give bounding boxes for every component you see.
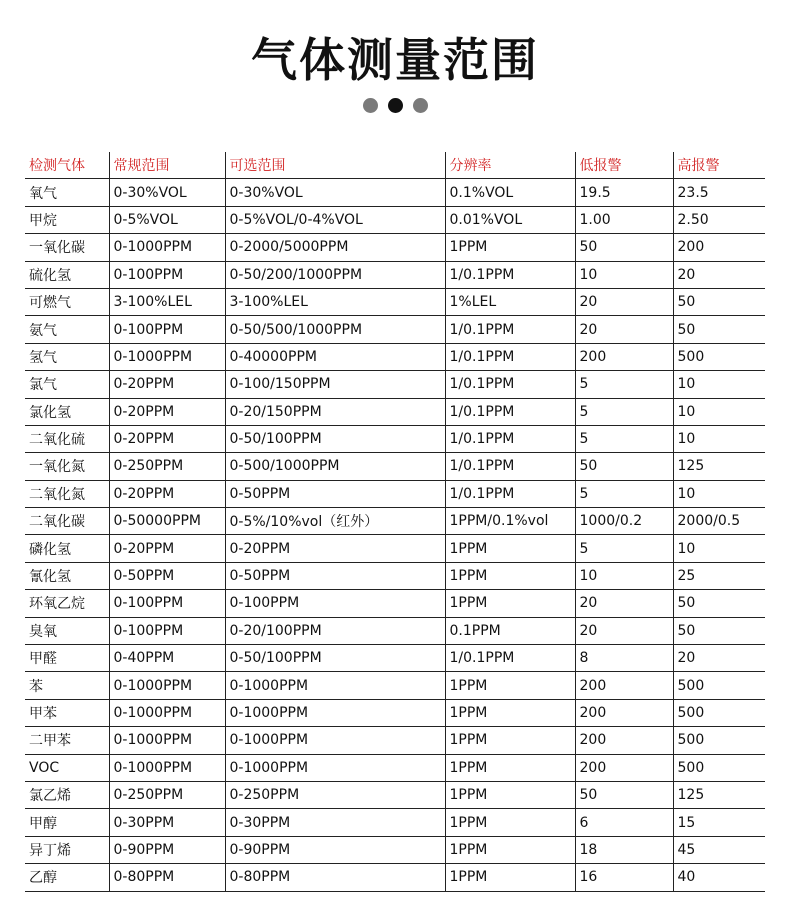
optional-range-cell: 0-2000/5000PPM: [225, 234, 445, 261]
table-row: [25, 727, 765, 754]
optional-range-cell: 0-1000PPM: [225, 699, 445, 726]
gas-name-cell: 臭氧: [25, 617, 109, 644]
standard-range-cell: 3-100%LEL: [109, 288, 225, 315]
resolution-cell: 1/0.1PPM: [445, 371, 575, 398]
optional-range-cell: 0-30%VOL: [225, 179, 445, 206]
low-alarm-cell: 200: [575, 754, 673, 781]
gas-name-cell: 二氧化碳: [25, 508, 109, 535]
standard-range-cell: 0-1000PPM: [109, 343, 225, 370]
high-alarm-cell: 40: [673, 864, 765, 891]
optional-range-cell: 0-20/100PPM: [225, 617, 445, 644]
standard-range-cell: 0-250PPM: [109, 453, 225, 480]
high-alarm-cell: 2.50: [673, 206, 765, 233]
standard-range-cell: 0-20PPM: [109, 425, 225, 452]
resolution-cell: 1PPM: [445, 781, 575, 808]
gas-name-cell: 异丁烯: [25, 836, 109, 863]
standard-range-cell: 0-100PPM: [109, 590, 225, 617]
table-row: [25, 508, 765, 535]
resolution-cell: 1PPM: [445, 590, 575, 617]
optional-range-cell: 0-20PPM: [225, 535, 445, 562]
optional-range-cell: 3-100%LEL: [225, 288, 445, 315]
high-alarm-cell: 200: [673, 234, 765, 261]
standard-range-cell: 0-30%VOL: [109, 179, 225, 206]
header-resolution: 分辨率: [445, 152, 575, 179]
optional-range-cell: 0-50PPM: [225, 480, 445, 507]
low-alarm-cell: 50: [575, 234, 673, 261]
header-standard-range: 常规范围: [109, 152, 225, 179]
header-optional-range: 可选范围: [225, 152, 445, 179]
high-alarm-cell: 23.5: [673, 179, 765, 206]
optional-range-cell: 0-250PPM: [225, 781, 445, 808]
header-low-alarm: 低报警: [575, 152, 673, 179]
gas-name-cell: 甲烷: [25, 206, 109, 233]
low-alarm-cell: 5: [575, 371, 673, 398]
gas-name-cell: 氨气: [25, 316, 109, 343]
table-row: [25, 699, 765, 726]
gas-name-cell: 甲醛: [25, 645, 109, 672]
optional-range-cell: 0-20/150PPM: [225, 398, 445, 425]
table-row: [25, 535, 765, 562]
gas-name-cell: 氯化氢: [25, 398, 109, 425]
resolution-cell: 1PPM/0.1%vol: [445, 508, 575, 535]
resolution-cell: 1PPM: [445, 809, 575, 836]
standard-range-cell: 0-50PPM: [109, 562, 225, 589]
low-alarm-cell: 6: [575, 809, 673, 836]
high-alarm-cell: 125: [673, 781, 765, 808]
low-alarm-cell: 16: [575, 864, 673, 891]
optional-range-cell: 0-5%VOL/0-4%VOL: [225, 206, 445, 233]
low-alarm-cell: 50: [575, 781, 673, 808]
table-row: [25, 316, 765, 343]
standard-range-cell: 0-40PPM: [109, 645, 225, 672]
high-alarm-cell: 500: [673, 699, 765, 726]
optional-range-cell: 0-90PPM: [225, 836, 445, 863]
high-alarm-cell: 125: [673, 453, 765, 480]
gas-name-cell: 二氧化氮: [25, 480, 109, 507]
table-row: [25, 343, 765, 370]
optional-range-cell: 0-80PPM: [225, 864, 445, 891]
gas-name-cell: VOC: [25, 754, 109, 781]
optional-range-cell: 0-50/500/1000PPM: [225, 316, 445, 343]
table-row: [25, 425, 765, 452]
low-alarm-cell: 5: [575, 480, 673, 507]
gas-name-cell: 磷化氢: [25, 535, 109, 562]
optional-range-cell: 0-50/100PPM: [225, 645, 445, 672]
low-alarm-cell: 19.5: [575, 179, 673, 206]
low-alarm-cell: 20: [575, 316, 673, 343]
resolution-cell: 1%LEL: [445, 288, 575, 315]
standard-range-cell: 0-100PPM: [109, 261, 225, 288]
table-row: [25, 781, 765, 808]
table-row: [25, 288, 765, 315]
optional-range-cell: 0-500/1000PPM: [225, 453, 445, 480]
optional-range-cell: 0-50/200/1000PPM: [225, 261, 445, 288]
low-alarm-cell: 5: [575, 398, 673, 425]
optional-range-cell: 0-5%/10%vol（红外）: [225, 508, 445, 535]
gas-name-cell: 硫化氢: [25, 261, 109, 288]
standard-range-cell: 0-1000PPM: [109, 699, 225, 726]
high-alarm-cell: 500: [673, 343, 765, 370]
resolution-cell: 1/0.1PPM: [445, 316, 575, 343]
table-row: [25, 590, 765, 617]
optional-range-cell: 0-100/150PPM: [225, 371, 445, 398]
resolution-cell: 1/0.1PPM: [445, 398, 575, 425]
optional-range-cell: 0-30PPM: [225, 809, 445, 836]
table-row: [25, 206, 765, 233]
high-alarm-cell: 10: [673, 480, 765, 507]
resolution-cell: 1PPM: [445, 535, 575, 562]
gas-name-cell: 氢气: [25, 343, 109, 370]
table-row: [25, 645, 765, 672]
optional-range-cell: 0-50PPM: [225, 562, 445, 589]
gas-name-cell: 二氧化硫: [25, 425, 109, 452]
high-alarm-cell: 10: [673, 398, 765, 425]
table-row: [25, 398, 765, 425]
low-alarm-cell: 50: [575, 453, 673, 480]
high-alarm-cell: 20: [673, 645, 765, 672]
resolution-cell: 0.1%VOL: [445, 179, 575, 206]
resolution-cell: 1PPM: [445, 699, 575, 726]
gas-name-cell: 氯气: [25, 371, 109, 398]
table-row: [25, 672, 765, 699]
low-alarm-cell: 10: [575, 562, 673, 589]
gas-name-cell: 苯: [25, 672, 109, 699]
resolution-cell: 1PPM: [445, 754, 575, 781]
table-row: [25, 836, 765, 863]
optional-range-cell: 0-1000PPM: [225, 727, 445, 754]
high-alarm-cell: 20: [673, 261, 765, 288]
optional-range-cell: 0-100PPM: [225, 590, 445, 617]
low-alarm-cell: 10: [575, 261, 673, 288]
high-alarm-cell: 10: [673, 535, 765, 562]
table-row: [25, 179, 765, 206]
optional-range-cell: 0-1000PPM: [225, 672, 445, 699]
resolution-cell: 1/0.1PPM: [445, 453, 575, 480]
resolution-cell: 0.01%VOL: [445, 206, 575, 233]
resolution-cell: 1PPM: [445, 836, 575, 863]
high-alarm-cell: 50: [673, 590, 765, 617]
gas-name-cell: 氯乙烯: [25, 781, 109, 808]
dot-icon: [363, 98, 378, 113]
dot-icon: [413, 98, 428, 113]
standard-range-cell: 0-1000PPM: [109, 234, 225, 261]
standard-range-cell: 0-20PPM: [109, 398, 225, 425]
gas-name-cell: 乙醇: [25, 864, 109, 891]
low-alarm-cell: 20: [575, 617, 673, 644]
high-alarm-cell: 15: [673, 809, 765, 836]
header-high-alarm: 高报警: [673, 152, 765, 179]
gas-name-cell: 一氧化氮: [25, 453, 109, 480]
table-header-row: [25, 152, 765, 179]
low-alarm-cell: 5: [575, 425, 673, 452]
standard-range-cell: 0-250PPM: [109, 781, 225, 808]
standard-range-cell: 0-20PPM: [109, 371, 225, 398]
standard-range-cell: 0-20PPM: [109, 480, 225, 507]
resolution-cell: 1PPM: [445, 234, 575, 261]
optional-range-cell: 0-1000PPM: [225, 754, 445, 781]
low-alarm-cell: 1.00: [575, 206, 673, 233]
high-alarm-cell: 50: [673, 288, 765, 315]
gas-name-cell: 氰化氢: [25, 562, 109, 589]
table-row: [25, 371, 765, 398]
high-alarm-cell: 10: [673, 425, 765, 452]
table-row: [25, 480, 765, 507]
gas-range-table: [25, 152, 765, 892]
table-row: [25, 453, 765, 480]
gas-name-cell: 甲苯: [25, 699, 109, 726]
standard-range-cell: 0-1000PPM: [109, 754, 225, 781]
standard-range-cell: 0-80PPM: [109, 864, 225, 891]
high-alarm-cell: 500: [673, 672, 765, 699]
low-alarm-cell: 20: [575, 590, 673, 617]
table-row: [25, 864, 765, 891]
standard-range-cell: 0-30PPM: [109, 809, 225, 836]
standard-range-cell: 0-1000PPM: [109, 672, 225, 699]
standard-range-cell: 0-100PPM: [109, 316, 225, 343]
table-row: [25, 809, 765, 836]
standard-range-cell: 0-20PPM: [109, 535, 225, 562]
low-alarm-cell: 200: [575, 343, 673, 370]
table-row: [25, 617, 765, 644]
standard-range-cell: 0-100PPM: [109, 617, 225, 644]
standard-range-cell: 0-50000PPM: [109, 508, 225, 535]
low-alarm-cell: 200: [575, 672, 673, 699]
high-alarm-cell: 45: [673, 836, 765, 863]
low-alarm-cell: 8: [575, 645, 673, 672]
low-alarm-cell: 20: [575, 288, 673, 315]
low-alarm-cell: 1000/0.2: [575, 508, 673, 535]
standard-range-cell: 0-1000PPM: [109, 727, 225, 754]
optional-range-cell: 0-40000PPM: [225, 343, 445, 370]
resolution-cell: 1/0.1PPM: [445, 425, 575, 452]
resolution-cell: 1PPM: [445, 562, 575, 589]
gas-name-cell: 可燃气: [25, 288, 109, 315]
resolution-cell: 1/0.1PPM: [445, 343, 575, 370]
high-alarm-cell: 50: [673, 316, 765, 343]
table-row: [25, 562, 765, 589]
table-row: [25, 234, 765, 261]
high-alarm-cell: 2000/0.5: [673, 508, 765, 535]
resolution-cell: 1PPM: [445, 672, 575, 699]
resolution-cell: 1PPM: [445, 727, 575, 754]
header-gas: 检测气体: [25, 152, 109, 179]
resolution-cell: 1/0.1PPM: [445, 645, 575, 672]
page-title: 气体测量范围: [251, 33, 539, 87]
gas-name-cell: 甲醇: [25, 809, 109, 836]
decorative-dots: [0, 98, 790, 117]
resolution-cell: 0.1PPM: [445, 617, 575, 644]
high-alarm-cell: 25: [673, 562, 765, 589]
optional-range-cell: 0-50/100PPM: [225, 425, 445, 452]
table-row: [25, 261, 765, 288]
gas-name-cell: 二甲苯: [25, 727, 109, 754]
high-alarm-cell: 500: [673, 754, 765, 781]
low-alarm-cell: 200: [575, 727, 673, 754]
resolution-cell: 1/0.1PPM: [445, 480, 575, 507]
gas-name-cell: 环氧乙烷: [25, 590, 109, 617]
resolution-cell: 1/0.1PPM: [445, 261, 575, 288]
table-row: [25, 754, 765, 781]
high-alarm-cell: 500: [673, 727, 765, 754]
low-alarm-cell: 5: [575, 535, 673, 562]
standard-range-cell: 0-5%VOL: [109, 206, 225, 233]
low-alarm-cell: 18: [575, 836, 673, 863]
resolution-cell: 1PPM: [445, 864, 575, 891]
gas-name-cell: 氧气: [25, 179, 109, 206]
gas-name-cell: 一氧化碳: [25, 234, 109, 261]
high-alarm-cell: 10: [673, 371, 765, 398]
high-alarm-cell: 50: [673, 617, 765, 644]
dot-icon: [388, 98, 403, 113]
low-alarm-cell: 200: [575, 699, 673, 726]
standard-range-cell: 0-90PPM: [109, 836, 225, 863]
